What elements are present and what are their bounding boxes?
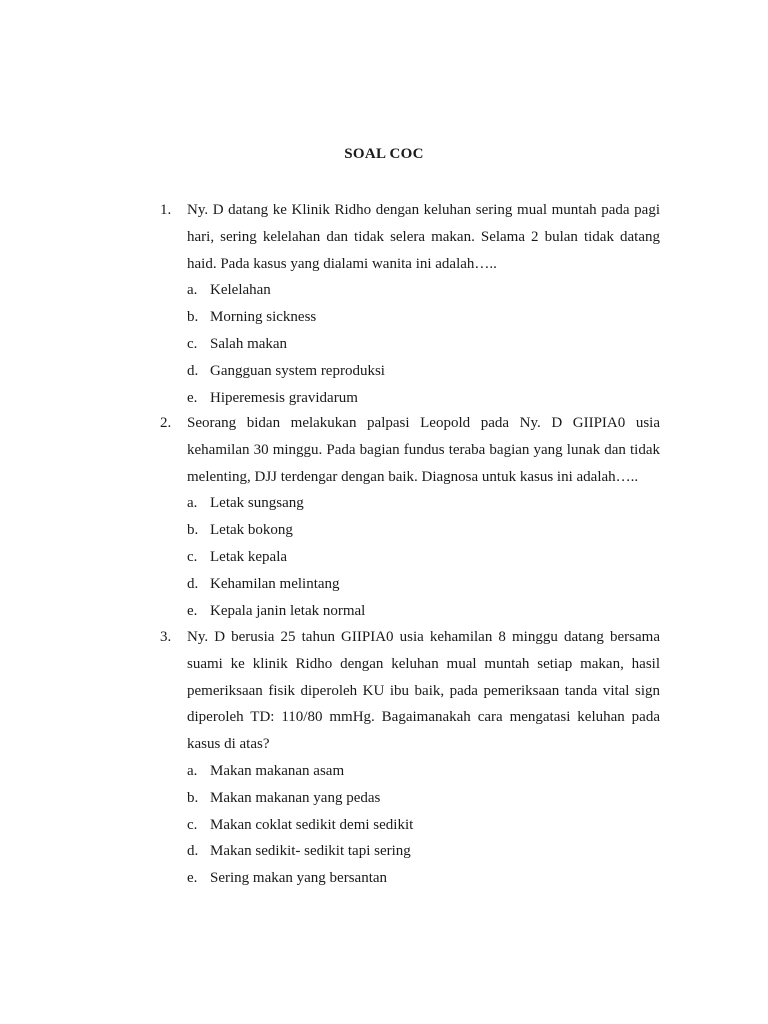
option-text: Letak sungsang <box>210 495 304 512</box>
question-number: 3. <box>160 629 172 645</box>
question-number: 1. <box>160 202 172 218</box>
option-letter: e. <box>187 870 198 887</box>
option-text: Sering makan yang bersantan <box>210 870 388 887</box>
option-letter: b. <box>187 309 199 326</box>
option-text: Makan makanan asam <box>210 762 345 779</box>
option-letter: a. <box>187 282 198 299</box>
option-text: Morning sickness <box>210 309 317 326</box>
option-text: Makan coklat sedikit demi sedikit <box>210 816 414 833</box>
option-b <box>160 785 660 812</box>
option-text: Makan makanan yang pedas <box>210 789 381 806</box>
option-a <box>160 490 660 517</box>
option-text: Letak bokong <box>210 522 293 539</box>
option-letter: c. <box>187 548 198 565</box>
option-b <box>160 517 660 544</box>
question-number: 2. <box>160 415 172 431</box>
option-letter: d. <box>187 843 199 860</box>
option-e <box>160 865 660 892</box>
option-e <box>160 598 660 625</box>
question-2 <box>160 410 660 624</box>
option-letter: a. <box>187 762 198 779</box>
option-text: Kepala janin letak normal <box>210 602 366 619</box>
option-c <box>160 331 660 358</box>
option-text: Hiperemesis gravidarum <box>210 389 358 406</box>
option-d <box>160 571 660 598</box>
document-title: SOAL COC <box>344 146 424 162</box>
question-3 <box>160 624 660 892</box>
option-list <box>160 758 660 892</box>
option-letter: b. <box>187 789 199 806</box>
option-letter: e. <box>187 602 198 619</box>
option-c <box>160 544 660 571</box>
option-text: Kelelahan <box>210 282 271 299</box>
option-text: Kehamilan melintang <box>210 575 340 592</box>
option-a <box>160 758 660 785</box>
option-c <box>160 812 660 839</box>
option-list <box>160 490 660 624</box>
option-b <box>160 304 660 331</box>
option-letter: d. <box>187 575 199 592</box>
option-letter: d. <box>187 362 199 379</box>
option-letter: a. <box>187 495 198 512</box>
option-list <box>160 277 660 411</box>
question-text: Ny. D berusia 25 tahun GIIPIA0 usia kehamilan 8 minggu datang bersama suami ke klinik Ridho dengan keluhan mual muntah setiap makan, hasil pemeriksaan fisik diperoleh KU ibu baik, pada pemeriksaan tanda vital sign diperoleh TD: 110/80 mmHg. Bagaimanakah cara mengatasi keluhan pada kasus di atas? <box>187 629 660 753</box>
option-text: Makan sedikit- sedikit tapi sering <box>210 843 411 860</box>
option-d <box>160 838 660 865</box>
option-letter: e. <box>187 389 198 406</box>
option-text: Gangguan system reproduksi <box>210 362 385 379</box>
option-a <box>160 277 660 304</box>
option-letter: c. <box>187 335 198 352</box>
question-text: Seorang bidan melakukan palpasi Leopold pada Ny. D GIIPIA0 usia kehamilan 30 minggu. Pada bagian fundus teraba bagian yang lunak dan tidak melenting, DJJ terdengar dengan baik. Diagnosa untuk kasus ini adalah….. <box>187 415 660 485</box>
question-text: Ny. D datang ke Klinik Ridho dengan keluhan sering mual muntah pada pagi hari, sering kelelahan dan tidak selera makan. Selama 2 bulan tidak datang haid. Pada kasus yang dialami wanita ini adalah….. <box>187 202 660 272</box>
option-d <box>160 358 660 385</box>
question-1 <box>160 197 660 411</box>
option-e <box>160 385 660 412</box>
option-text: Salah makan <box>210 335 288 352</box>
option-letter: c. <box>187 816 198 833</box>
option-text: Letak kepala <box>210 548 288 565</box>
option-letter: b. <box>187 522 199 539</box>
